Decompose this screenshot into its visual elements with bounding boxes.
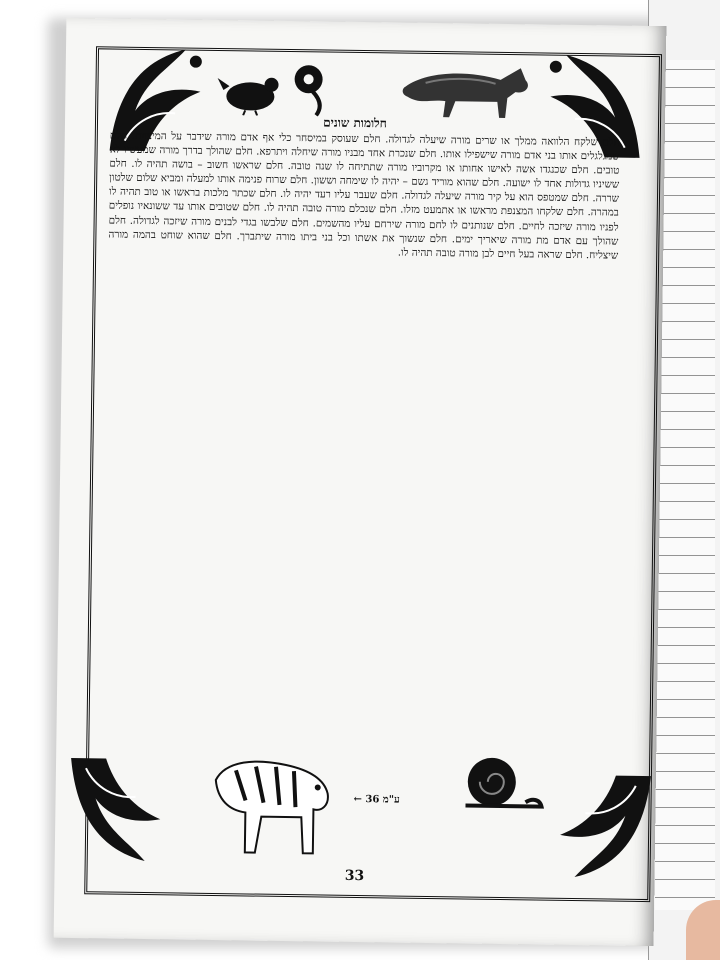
page-number: 33 [344,867,365,885]
bird-illustration-icon [290,61,331,117]
page-reference: ע"מ 36 ← [353,793,400,806]
ornament-corner-icon [65,748,197,870]
wolf-illustration-icon [395,56,536,122]
rooster-illustration-icon [215,70,286,116]
paragraph: חלם שלקח הלוואה ממלך או שרים מורה שיעלה לגדולה. חלם שעוסק במיסחר כלי אף אדם מורה שידבר על המיצוות. חלם שמגלגלים אותו בני אדם מורה שישפילו אותו. חלם שנכרת אחד מבניו מורה שיחלה ויתרפא. חלם שהולך בדרך מורה שמעשיו לא טובים. חלם שכנגדו אשה לאישו אחותו או מקרוביו מורה שתתיחה לו שנה טובה. חלם שראשו חשוב – בושה תהיה לו. חלם ששיניו גדולות אחד לו ישועה. חלם שהוא מוריד גשם – יהיה לו שימחה וששון. חלם שרוח פנימה אותו למעלה ומביא שלום שלטון שררה. חלם שמטפס הוא על קיר מורה שיעלה לגדולה. חלם שעבר עליו רעד יהיה לו. חלם שכתר מלכות בראשו או טוב תהיה לו במהרה. חלם שלקחו המצנפת מראשו או אתמעט מזלו. חלם שנכלם מורה טובה תהיה לו. חלם שטובים אותו עד ששונאיו נופלים לפניו מורה שיזכה לחיים. חלם שנותנים לו לחם מורה שירחם עליו מהשמים. חלם שלבשו בגדי לבנים מורה שיזכה לגדולה. חלם שהולך עם אדם מת מורה שיאריך ימים. חלם שנשוך את אשתו וכל בני ביתו מורה שיתברך. חלם שהוא שוחט בהמה מורה שיצליח. חלם שראה בעל חיים לבן מורה טובה תהיה לו. [108,129,620,262]
tiger-illustration-icon [205,740,337,862]
book-page [54,18,667,946]
page-body-text [101,128,619,745]
page-title: חלומות שונים [323,115,387,131]
snail-illustration-icon [455,751,546,812]
